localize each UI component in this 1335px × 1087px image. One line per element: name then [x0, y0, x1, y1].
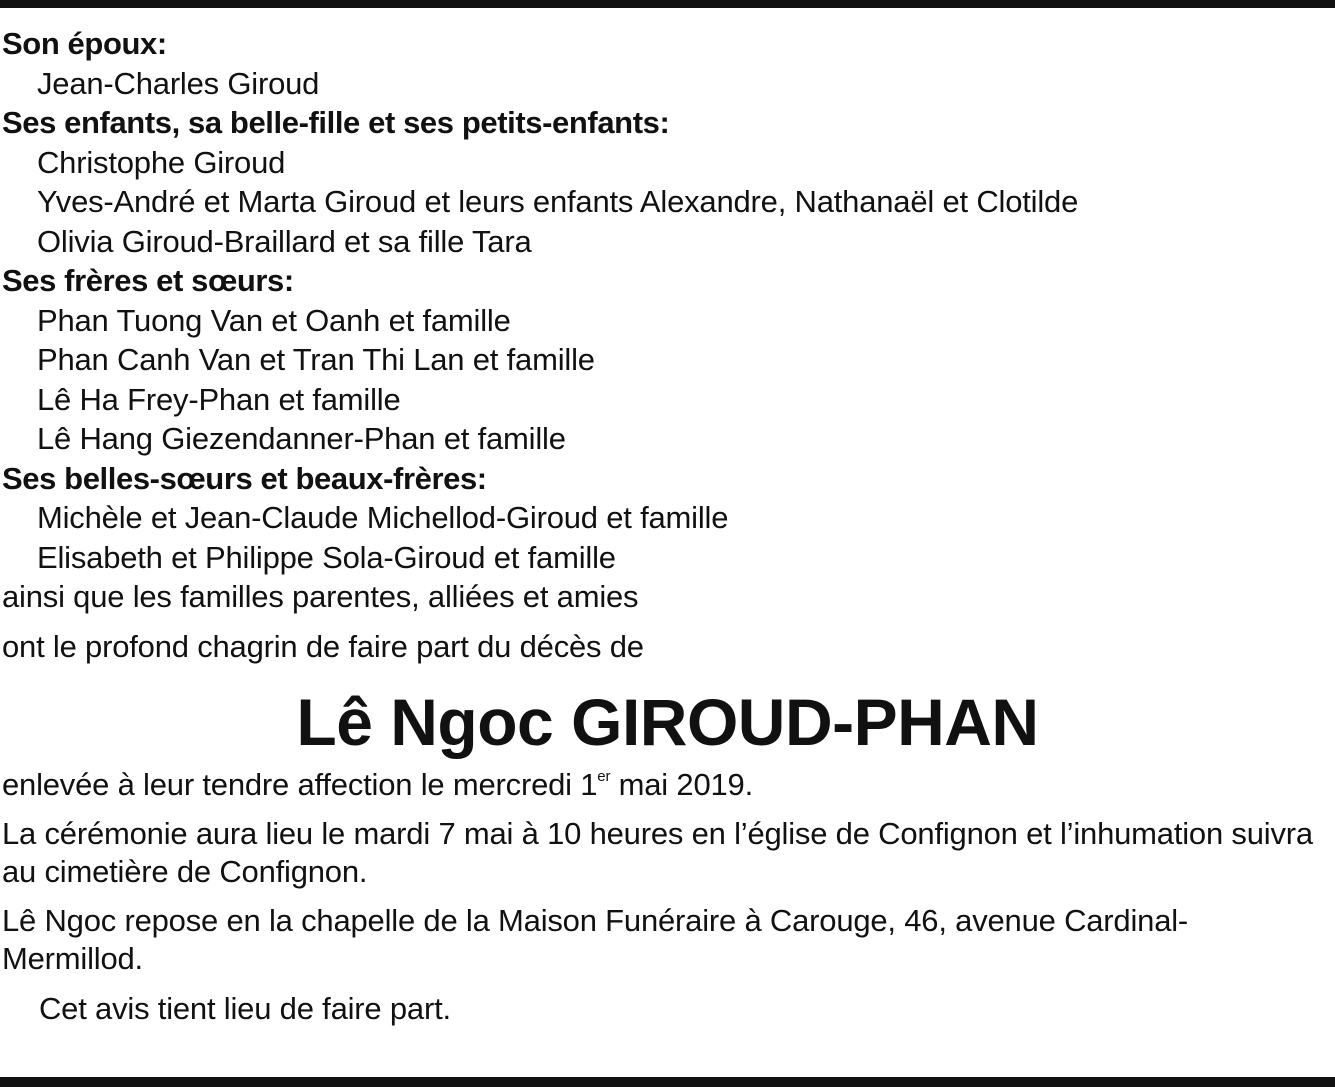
family-member: Michèle et Jean-Claude Michellod-Giroud et famille: [37, 500, 729, 535]
bottom-rule: [0, 1077, 1335, 1087]
family-member: Christophe Giroud: [37, 144, 286, 180]
also-families: ainsi que les familles parentes, alliées et amies: [2, 579, 639, 614]
repose-line: Lê Ngoc repose en la chapelle de la Maison Funéraire à Carouge, 46, avenue Cardinal-: [2, 903, 1189, 938]
death-text: enlevée à leur tendre affection le mercredi 1: [2, 767, 598, 802]
obituary-notice: [2, 24, 1333, 1028]
deceased-name: Lê Ngoc GIROUD-PHAN: [296, 685, 1039, 759]
repose-line: Mermillod.: [2, 941, 143, 976]
family-member: Olivia Giroud-Braillard et sa fille Tara: [37, 223, 532, 259]
ceremony-info: La cérémonie aura lieu le mardi 7 mai à 10 heures en l’église de Confignon et l’inhumation suivra au cimetière de Confignon.: [2, 816, 1313, 889]
family-member: Jean-Charles Giroud: [37, 65, 320, 101]
family-member: Phan Tuong Van et Oanh et famille: [37, 302, 511, 338]
family-member: Yves-André et Marta Giroud et leurs enfants Alexandre, Nathanaël et Clotilde: [37, 184, 1079, 219]
family-section-in-laws: [2, 459, 1333, 578]
family-section-siblings: [2, 261, 1333, 459]
family-member: Lê Hang Giezendanner-Phan et famille: [37, 421, 566, 456]
family-member: Phan Canh Van et Tran Thi Lan et famille: [37, 342, 595, 377]
closing-note: Cet avis tient lieu de faire part.: [39, 991, 451, 1026]
section-heading: Ses frères et sœurs:: [2, 263, 294, 298]
death-date-rest: mai 2019.: [610, 767, 753, 802]
section-heading: Ses belles-sœurs et beaux-frères:: [2, 460, 487, 496]
ordinal-suffix: er: [597, 768, 611, 785]
section-heading: Ses enfants, sa belle-fille et ses petits-enfants:: [2, 105, 670, 140]
family-member: Elisabeth et Philippe Sola-Giroud et famille: [37, 539, 616, 575]
death-date: [2, 766, 1333, 804]
repose-info: [2, 902, 1333, 978]
top-rule: [0, 0, 1335, 8]
family-section-children: [2, 103, 1333, 261]
family-member: Lê Ha Frey-Phan et famille: [37, 381, 401, 417]
announcement: ont le profond chagrin de faire part du décès de: [2, 628, 644, 664]
section-heading: Son époux:: [2, 26, 167, 61]
family-section-spouse: [2, 24, 1333, 103]
